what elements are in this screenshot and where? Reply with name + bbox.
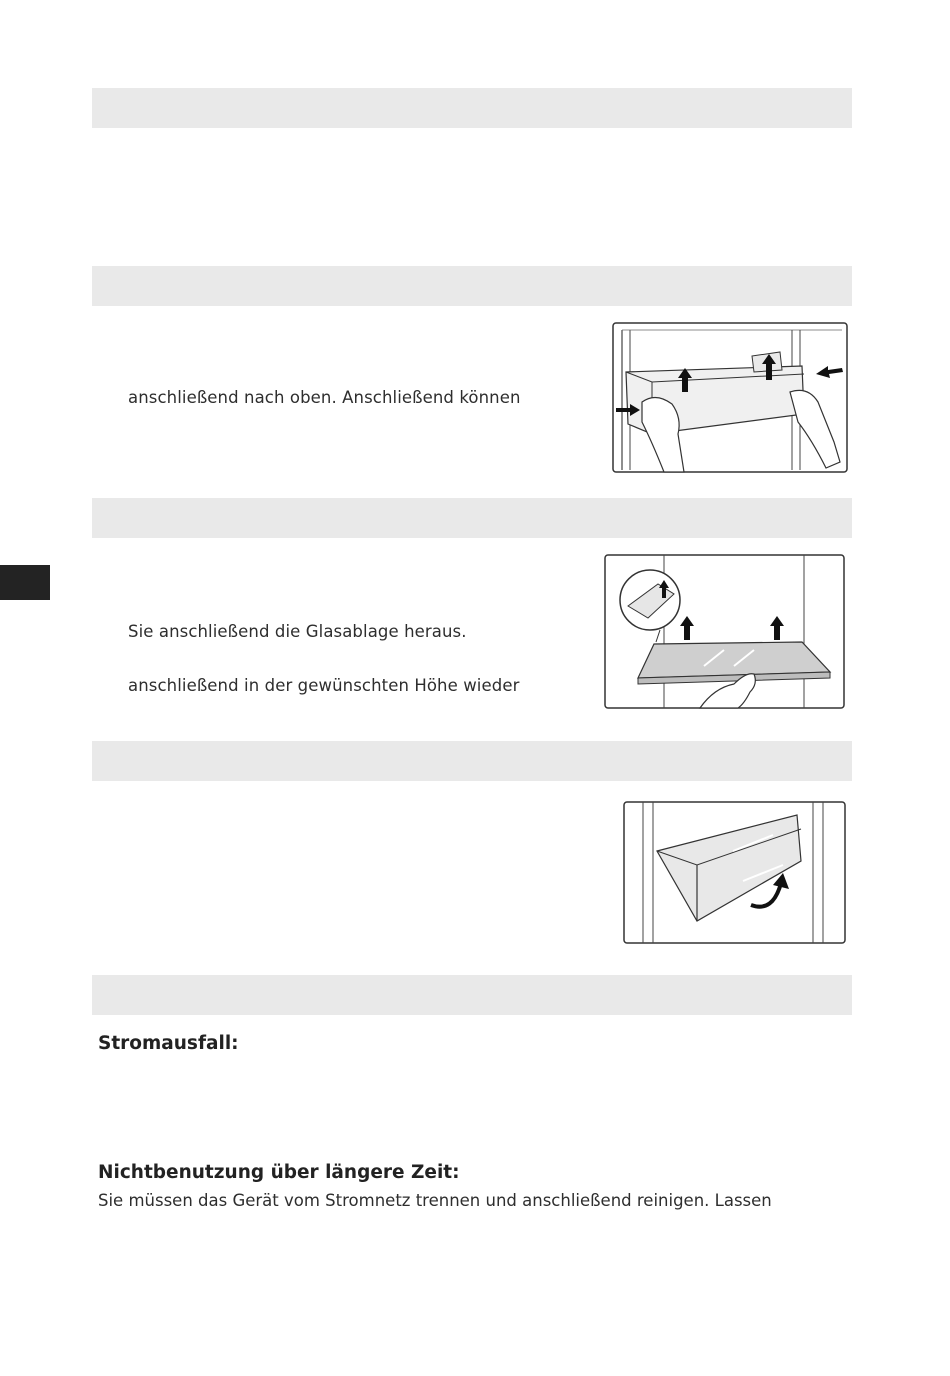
long-absence-text: Sie müssen das Gerät vom Stromnetz trennen und anschließend reinigen. Lassen	[98, 1191, 772, 1210]
section-header-bar-3	[92, 498, 852, 538]
page-side-tab	[0, 565, 50, 600]
door-shelf-removal-illustration	[612, 322, 848, 473]
power-failure-heading: Stromausfall:	[98, 1033, 239, 1054]
section-header-bar-1	[92, 88, 852, 128]
crisper-drawer-removal-illustration	[623, 801, 846, 944]
glass-shelf-text-line-2: anschließend in der gewünschten Höhe wieder	[128, 676, 520, 695]
door-shelf-text-line: anschließend nach oben. Anschließend können	[128, 388, 521, 407]
section-header-bar-5	[92, 975, 852, 1015]
long-absence-heading: Nichtbenutzung über längere Zeit:	[98, 1162, 460, 1183]
glass-shelf-text-line-1: Sie anschließend die Glasablage heraus.	[128, 622, 467, 641]
section-header-bar-2	[92, 266, 852, 306]
glass-shelf-removal-illustration	[604, 554, 845, 709]
section-header-bar-4	[92, 741, 852, 781]
